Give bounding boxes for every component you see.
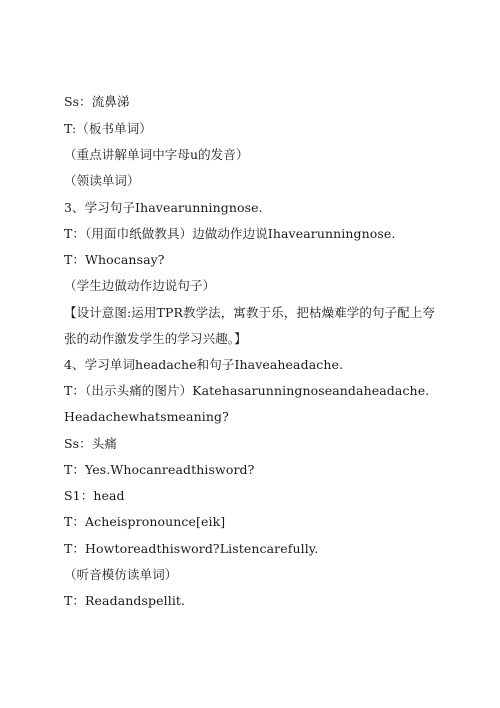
dialogue-line: Ss：头痛: [64, 436, 117, 451]
dialogue-line: T：Acheispronounce[eik]: [64, 514, 226, 529]
dialogue-line: Headachewhatsmeaning?: [64, 409, 229, 424]
instruction-note: （学生边做动作边说句子）: [64, 278, 216, 293]
dialogue-line: T：（用面巾纸做教具）边做动作边说Ihavearunningnose.: [64, 226, 396, 241]
dialogue-line: S1：head: [64, 488, 125, 503]
section-heading: 4、学习单词headache和句子Ihaveaheadache.: [64, 357, 344, 372]
dialogue-line: Ss：流鼻涕: [64, 94, 130, 109]
dialogue-line: T：（出示头痛的图片）Katehasarunningnoseandaheadache.: [64, 383, 430, 398]
dialogue-line: T：Whocansay?: [64, 252, 165, 267]
dialogue-line: T:（板书单词）: [64, 121, 152, 136]
instruction-note: （领读单词）: [64, 173, 140, 188]
dialogue-line: T：Readandspellit.: [64, 593, 186, 608]
dialogue-line: T：Yes.Whocanreadthisword?: [64, 462, 255, 477]
instruction-note: （重点讲解单词中字母u的发音）: [64, 147, 249, 162]
dialogue-line: T：Howtoreadthisword?Listencarefully.: [64, 541, 319, 556]
design-intent-note: 【设计意图:运用TPR教学法，寓教于乐，把枯燥难学的句子配上夸张的动作激发学生的学习兴趣。】: [64, 305, 435, 346]
instruction-note: （听音模仿读单词）: [64, 567, 178, 582]
section-heading: 3、学习句子Ihavearunningnose.: [64, 200, 263, 215]
